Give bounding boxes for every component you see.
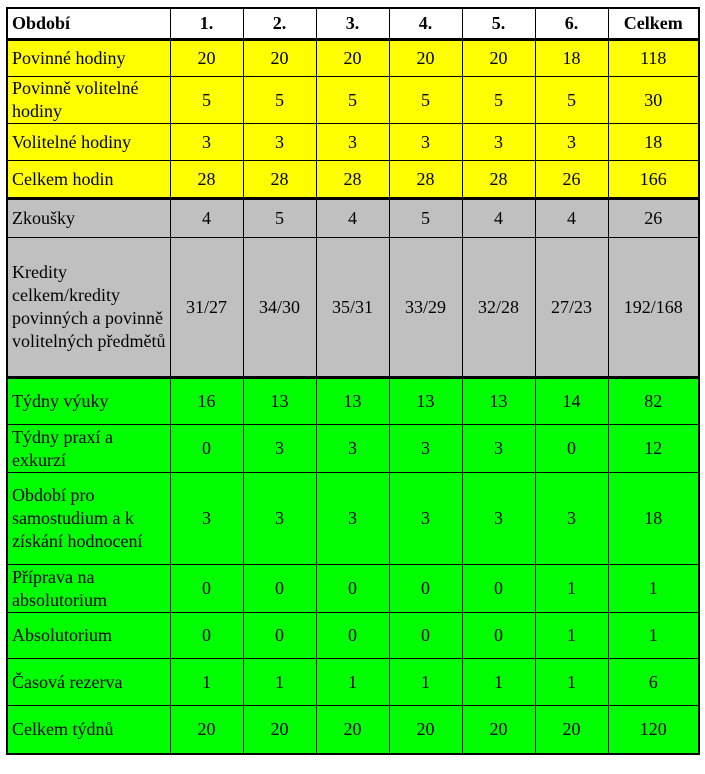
semester-value: 0 (316, 613, 389, 659)
header-total: Celkem (608, 8, 699, 40)
semester-value: 3 (243, 473, 316, 565)
semester-value: 5 (389, 199, 462, 238)
semester-value: 3 (170, 473, 243, 565)
row-label: Období pro samostudium a k získání hodnocení (7, 473, 170, 565)
table-row (7, 613, 699, 659)
semester-value: 13 (316, 378, 389, 425)
semester-value: 20 (170, 40, 243, 77)
row-total: 120 (608, 706, 699, 754)
semester-value: 35/31 (316, 238, 389, 378)
semester-value: 14 (535, 378, 608, 425)
semester-value: 13 (389, 378, 462, 425)
header-row (7, 8, 699, 40)
semester-value: 4 (535, 199, 608, 238)
row-total: 18 (608, 473, 699, 565)
table-row (7, 161, 699, 199)
semester-value: 3 (316, 124, 389, 161)
semester-value: 4 (462, 199, 535, 238)
semester-value: 5 (243, 77, 316, 124)
row-total: 1 (608, 613, 699, 659)
semester-value: 26 (535, 161, 608, 199)
semester-value: 20 (462, 706, 535, 754)
header-semester: 4. (389, 8, 462, 40)
row-label: Kredity celkem/kredity povinných a povinně volitelných předmětů (7, 238, 170, 378)
row-label: Příprava na absolutorium (7, 565, 170, 613)
semester-value: 3 (462, 425, 535, 473)
semester-value: 3 (389, 425, 462, 473)
semester-value: 5 (316, 77, 389, 124)
semester-value: 0 (389, 613, 462, 659)
semester-value: 3 (170, 124, 243, 161)
semester-value: 3 (462, 124, 535, 161)
semester-value: 13 (243, 378, 316, 425)
semester-value: 28 (389, 161, 462, 199)
semester-value: 3 (243, 425, 316, 473)
row-label: Zkoušky (7, 199, 170, 238)
row-total: 18 (608, 124, 699, 161)
row-total: 6 (608, 659, 699, 706)
semester-value: 1 (535, 613, 608, 659)
semester-value: 20 (170, 706, 243, 754)
semester-value: 3 (389, 124, 462, 161)
semester-value: 0 (535, 425, 608, 473)
row-label: Povinně volitelné hodiny (7, 77, 170, 124)
semester-value: 20 (389, 706, 462, 754)
semester-value: 1 (316, 659, 389, 706)
semester-value: 20 (462, 40, 535, 77)
row-label: Celkem hodin (7, 161, 170, 199)
table-row (7, 124, 699, 161)
semester-value: 0 (316, 565, 389, 613)
row-label: Časová rezerva (7, 659, 170, 706)
semester-value: 34/30 (243, 238, 316, 378)
semester-value: 16 (170, 378, 243, 425)
semester-value: 1 (243, 659, 316, 706)
row-total: 1 (608, 565, 699, 613)
header-semester: 2. (243, 8, 316, 40)
table-row (7, 473, 699, 565)
semester-value: 13 (462, 378, 535, 425)
row-total: 82 (608, 378, 699, 425)
semester-value: 1 (389, 659, 462, 706)
semester-value: 0 (170, 565, 243, 613)
row-label: Absolutorium (7, 613, 170, 659)
header-period-label: Období (7, 8, 170, 40)
semester-value: 20 (389, 40, 462, 77)
semester-value: 18 (535, 40, 608, 77)
semester-value: 3 (316, 473, 389, 565)
semester-value: 3 (243, 124, 316, 161)
semester-value: 4 (316, 199, 389, 238)
semester-value: 3 (462, 473, 535, 565)
row-total: 30 (608, 77, 699, 124)
semester-value: 33/29 (389, 238, 462, 378)
semester-value: 3 (389, 473, 462, 565)
semester-value: 4 (170, 199, 243, 238)
semester-value: 20 (535, 706, 608, 754)
semester-value: 1 (170, 659, 243, 706)
semester-value: 28 (243, 161, 316, 199)
semester-value: 3 (535, 124, 608, 161)
semester-value: 20 (243, 706, 316, 754)
semester-value: 3 (535, 473, 608, 565)
semester-value: 0 (462, 613, 535, 659)
semester-value: 0 (243, 565, 316, 613)
row-total: 12 (608, 425, 699, 473)
semester-value: 5 (462, 77, 535, 124)
semester-value: 0 (389, 565, 462, 613)
semester-value: 1 (535, 565, 608, 613)
semester-value: 28 (316, 161, 389, 199)
header-semester: 3. (316, 8, 389, 40)
row-total: 192/168 (608, 238, 699, 378)
table-row (7, 40, 699, 77)
table-row (7, 238, 699, 378)
semester-value: 1 (462, 659, 535, 706)
semester-value: 5 (535, 77, 608, 124)
semester-value: 32/28 (462, 238, 535, 378)
semester-value: 27/23 (535, 238, 608, 378)
semester-value: 1 (535, 659, 608, 706)
study-plan-table (6, 7, 700, 755)
table-row (7, 199, 699, 238)
row-label: Volitelné hodiny (7, 124, 170, 161)
table-row (7, 706, 699, 754)
semester-value: 20 (316, 706, 389, 754)
row-total: 118 (608, 40, 699, 77)
header-semester: 1. (170, 8, 243, 40)
row-label: Týdny výuky (7, 378, 170, 425)
header-semester: 6. (535, 8, 608, 40)
semester-value: 0 (170, 613, 243, 659)
semester-value: 28 (170, 161, 243, 199)
row-label: Povinné hodiny (7, 40, 170, 77)
row-total: 26 (608, 199, 699, 238)
semester-value: 20 (316, 40, 389, 77)
semester-value: 0 (243, 613, 316, 659)
semester-value: 3 (316, 425, 389, 473)
semester-value: 5 (170, 77, 243, 124)
semester-value: 5 (389, 77, 462, 124)
semester-value: 31/27 (170, 238, 243, 378)
semester-value: 5 (243, 199, 316, 238)
semester-value: 0 (462, 565, 535, 613)
table-row (7, 77, 699, 124)
semester-value: 20 (243, 40, 316, 77)
table-row (7, 659, 699, 706)
table-row (7, 565, 699, 613)
header-semester: 5. (462, 8, 535, 40)
row-total: 166 (608, 161, 699, 199)
table-row (7, 425, 699, 473)
table-row (7, 378, 699, 425)
semester-value: 28 (462, 161, 535, 199)
semester-value: 0 (170, 425, 243, 473)
row-label: Celkem týdnů (7, 706, 170, 754)
row-label: Týdny praxí a exkurzí (7, 425, 170, 473)
